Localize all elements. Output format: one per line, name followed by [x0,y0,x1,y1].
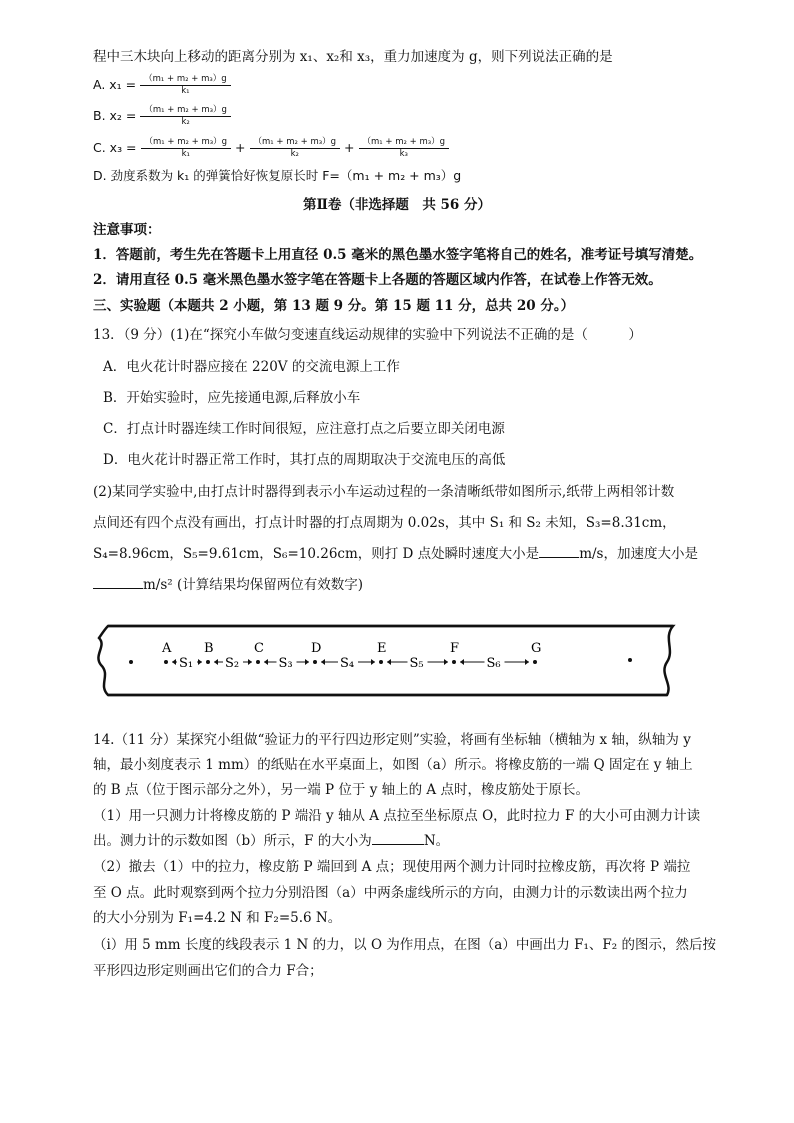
q13-part2-line3 [93,545,698,563]
question-stem-continuation: 程中三木块向上移动的距离分别为 x₁、x₂和 x₃，重力加速度为 g，则下列说法正确的是 [93,49,613,65]
answer-blank-velocity[interactable] [539,545,579,558]
option-b-label: B. x₂ = [93,108,137,123]
question-13: 13．（9 分）(1)在“探究小车做匀变速直线运动规律的实验中下列说法不正确的是（ ） [93,327,642,343]
section-title: 第Ⅱ卷（非选择题 共 56 分） [302,197,492,213]
tape-point-label-A: A [162,641,172,656]
tape-point-dot-D [313,660,317,664]
plus-sign: + [344,140,355,155]
tape-point-label-C: C [254,641,264,656]
tape-end-dot [129,660,133,664]
q14-line6: （2）撤去（1）中的拉力，橡皮筋 P 端回到 A 点；现使用两个测力计同时拉橡皮筋，再次将 P 端拉 [93,859,691,875]
tape-segment-label-4: S₄ [340,656,355,671]
tape-point-dot-F [452,660,456,664]
option-c-term-3: $\frac{\text{（m₁ + m₂ + m₃）g}}{\text{k₃}}$ [359,137,450,160]
option-c-label: C. x₃ = [93,140,137,155]
tape-segment-label-6: S₆ [486,656,501,671]
note-1: 1．答题前，考生先在答题卡上用直径 0.5 毫米的黑色墨水签字笔将自己的姓名，准考证号填写清楚。 [93,247,703,263]
option-b-fraction: $\frac{\text{（m₁ + m₂ + m₃）g}}{\text{k₂}}$ [140,105,231,128]
q14-line8: 的大小分别为 F₁=4.2 N 和 F₂=5.6 N。 [93,910,342,926]
tape-point-dot-B [206,660,210,664]
tape-point-dot-C [256,660,260,664]
option-a-fraction: $\frac{\text{（m₁ + m₂ + m₃）g}}{\text{k₁}}$ [140,74,231,97]
option-b [93,105,235,128]
q14-line2: 轴，最小刻度表示 1 mm）的纸贴在水平桌面上，如图（a）所示。将橡皮筋的一端 Q 固定在 y 轴上 [93,757,693,773]
q14-line7: 至 O 点。此时观察到两个拉力分别沿图（a）中两条虚线所示的方向，由测力计的示数读出两个拉力 [93,885,688,901]
q13-part2-line1: (2)某同学实验中,由打点计时器得到表示小车运动过程的一条清晰纸带如图所示,纸带上两相邻计数 [93,484,675,500]
option-c-term-1: $\frac{\text{（m₁ + m₂ + m₃）g}}{\text{k₁}}$ [141,137,232,160]
tape-point-label-E: E [377,641,387,656]
notes-title: 注意事项： [93,222,161,238]
q14-line4: （1）用一只测力计将橡皮筋的 P 端沿 y 轴从 A 点拉至坐标原点 O，此时拉力 F 的大小可由测力计读 [93,808,701,824]
q13-line4-text: m/s² (计算结果均保留两位有效数字) [143,577,364,593]
tape-point-dot-E [379,660,383,664]
q14-line5-text: 出。测力计的示数如图（b）所示，F 的大小为 [93,833,372,849]
tape-point-label-F: F [450,641,460,656]
q13-part2-line4 [93,576,363,594]
option-c-term-2: $\frac{\text{（m₁ + m₂ + m₃）g}}{\text{k₂}}$ [250,137,341,160]
q13-option-d: D．电火花计时器正常工作时，其打点的周期取决于交流电压的高低 [103,452,506,468]
option-d: D. 劲度系数为 k₁ 的弹簧恰好恢复原长时 F=（m₁ + m₂ + m₃）g [93,168,462,183]
q14-line10: 平形四边形定则画出它们的合力 F合； [93,963,323,979]
tape-segment-label-3: S₃ [278,656,293,671]
paper-tape-diagram [93,620,683,700]
q14-line1: 14.（11 分）某探究小组做“验证力的平行四边形定则”实验，将画有坐标轴（横轴为 x 轴，纵轴为 y [93,732,691,748]
tape-segment-label-1: S₁ [179,656,194,671]
tape-segment-label-5: S₅ [409,656,424,671]
option-a [93,74,235,97]
q13-option-b: B．开始实验时，应先接通电源,后释放小车 [103,390,361,406]
tape-point-label-D: D [311,641,322,656]
q13-line3-text: S₄=8.96cm，S₅=9.61cm，S₆=10.26cm，则打 D 点处瞬时速度大小是 [93,546,540,562]
q13-part2-line2: 点间还有四个点没有画出，打点计时器的打点周期为 0.02s，其中 S₁ 和 S₂ 未知，S₃=8.31cm， [93,515,676,531]
q13-option-c: C．打点计时器连续工作时间很短，应注意打点之后要立即关闭电源 [103,421,505,437]
tape-point-dot-G [533,660,537,664]
q14-line9: （i）用 5 mm 长度的线段表示 1 N 的力，以 O 为作用点，在图（a）中画出力 F₁、F₂ 的图示，然后按 [93,937,716,953]
option-a-label: A. x₁ = [93,77,137,92]
tape-point-dot-A [164,660,168,664]
q13-option-a: A．电火花计时器应接在 220V 的交流电源上工作 [103,359,400,375]
tape-segment-label-2: S₂ [225,656,240,671]
option-c [93,137,453,160]
q14-line5 [93,832,449,850]
answer-blank-force[interactable] [372,832,424,845]
q14-line3: 的 B 点（位于图示部分之外），另一端 P 位于 y 轴上的 A 点时，橡皮筋处于原长。 [93,782,589,798]
tape-point-label-G: G [531,641,542,656]
answer-blank-acceleration[interactable] [93,576,143,589]
q14-line5-unit: N。 [423,833,450,849]
plus-sign: + [235,140,246,155]
q13-line3-text-b: m/s，加速度大小是 [579,546,698,562]
tape-end-dot [628,658,632,662]
tape-point-label-B: B [204,641,214,656]
part-3-heading: 三、实验题（本题共 2 小题，第 13 题 9 分。第 15 题 11 分，总共 20 分。） [93,298,575,314]
note-2: 2．请用直径 0.5 毫米黑色墨水签字笔在答题卡上各题的答题区域内作答，在试卷上作答无效。 [93,272,662,288]
